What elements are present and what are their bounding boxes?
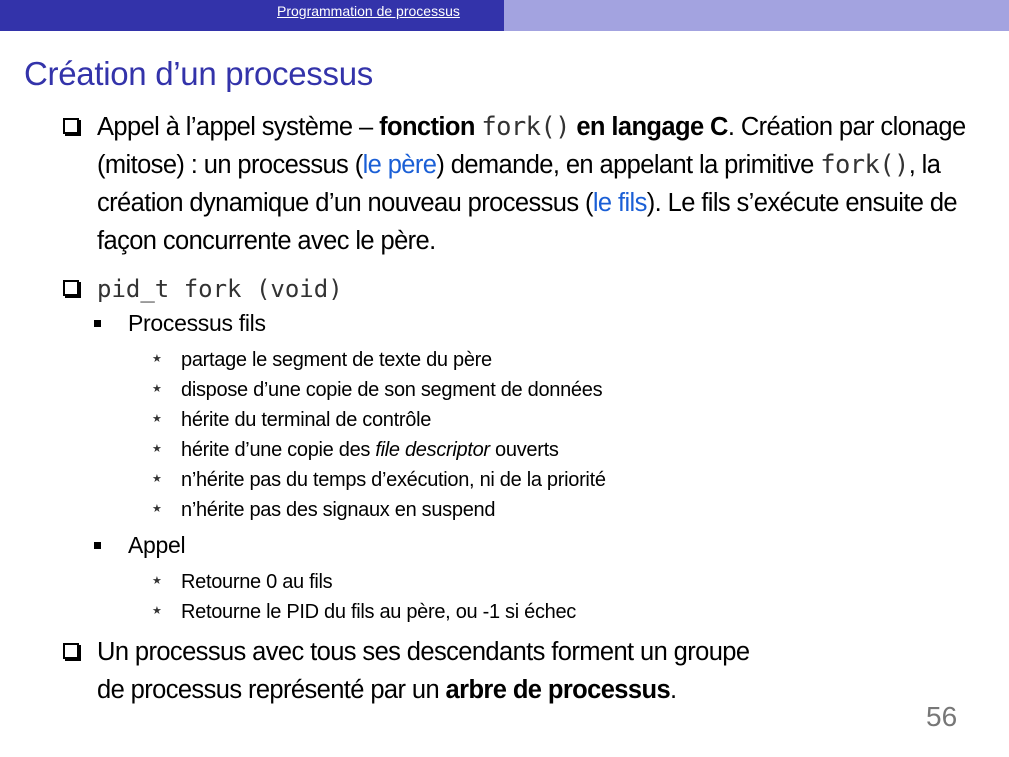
star-bullet-icon: ★	[152, 353, 162, 365]
star-bullet-icon: ★	[152, 473, 162, 485]
text-segment: .	[670, 676, 677, 704]
list-item: n’hérite pas du temps d’exécution, ni de la priorité	[181, 469, 606, 491]
star-bullet-icon: ★	[152, 443, 162, 455]
list-item: n’hérite pas des signaux en suspend	[181, 499, 496, 521]
sub-heading-appel: Appel	[128, 532, 186, 558]
bold-text: en langage C	[569, 113, 728, 141]
square-bullet-icon	[94, 542, 101, 549]
list-item: Retourne 0 au fils	[181, 571, 333, 593]
list-item: partage le segment de texte du père	[181, 349, 492, 371]
slide-title: Création d’un processus	[24, 55, 373, 92]
list-item: hérite du terminal de contrôle	[181, 409, 432, 431]
list-item: dispose d’une copie de son segment de données	[181, 379, 603, 401]
text-segment: Appel à l’appel système –	[97, 113, 380, 141]
checkbox-bullet-icon	[63, 643, 79, 659]
text-segment: ) demande, en appelant la primitive	[436, 151, 821, 179]
star-bullet-icon: ★	[152, 413, 162, 425]
list-item: Retourne le PID du fils au père, ou -1 si échec	[181, 601, 577, 623]
star-bullet-icon: ★	[152, 575, 162, 587]
header-bar-right	[504, 0, 1009, 31]
star-bullet-icon: ★	[152, 383, 162, 395]
code-fork: fork()	[820, 150, 909, 180]
text-segment: hérite d’une copie des	[181, 439, 376, 461]
bold-text: arbre de processus	[445, 676, 671, 704]
star-bullet-icon: ★	[152, 503, 162, 515]
list-item	[181, 438, 559, 462]
text-segment: de processus représenté par un	[97, 676, 446, 704]
fork-signature: pid_t fork (void)	[97, 275, 343, 303]
bullet-fork-description	[97, 108, 987, 260]
highlight-le-fils: le fils	[592, 189, 647, 217]
bullet-process-group	[97, 633, 987, 709]
bold-text: fonction	[379, 113, 482, 141]
header-bar	[0, 0, 504, 31]
text-segment: . Création par clonage (mitose) : un processus (	[97, 113, 966, 179]
text-segment: , la création dynamique d’un nouveau processus (	[97, 151, 941, 217]
text-segment: ouverts	[489, 439, 559, 461]
text-line	[97, 671, 987, 709]
italic-text: file descriptor	[375, 439, 490, 461]
checkbox-bullet-icon	[63, 118, 79, 134]
section-title-link[interactable]: Programmation de processus	[277, 3, 460, 19]
code-fork: fork()	[481, 112, 570, 142]
checkbox-bullet-icon	[63, 280, 79, 296]
square-bullet-icon	[94, 320, 101, 327]
text-line: Un processus avec tous ses descendants forment un groupe	[97, 638, 750, 666]
page-number: 56	[926, 701, 958, 732]
text-segment: ). Le fils s’exécute ensuite de façon concurrente avec le père.	[97, 189, 958, 255]
star-bullet-icon: ★	[152, 605, 162, 617]
highlight-le-pere: le père	[362, 151, 437, 179]
sub-heading-processus-fils: Processus fils	[128, 310, 266, 336]
